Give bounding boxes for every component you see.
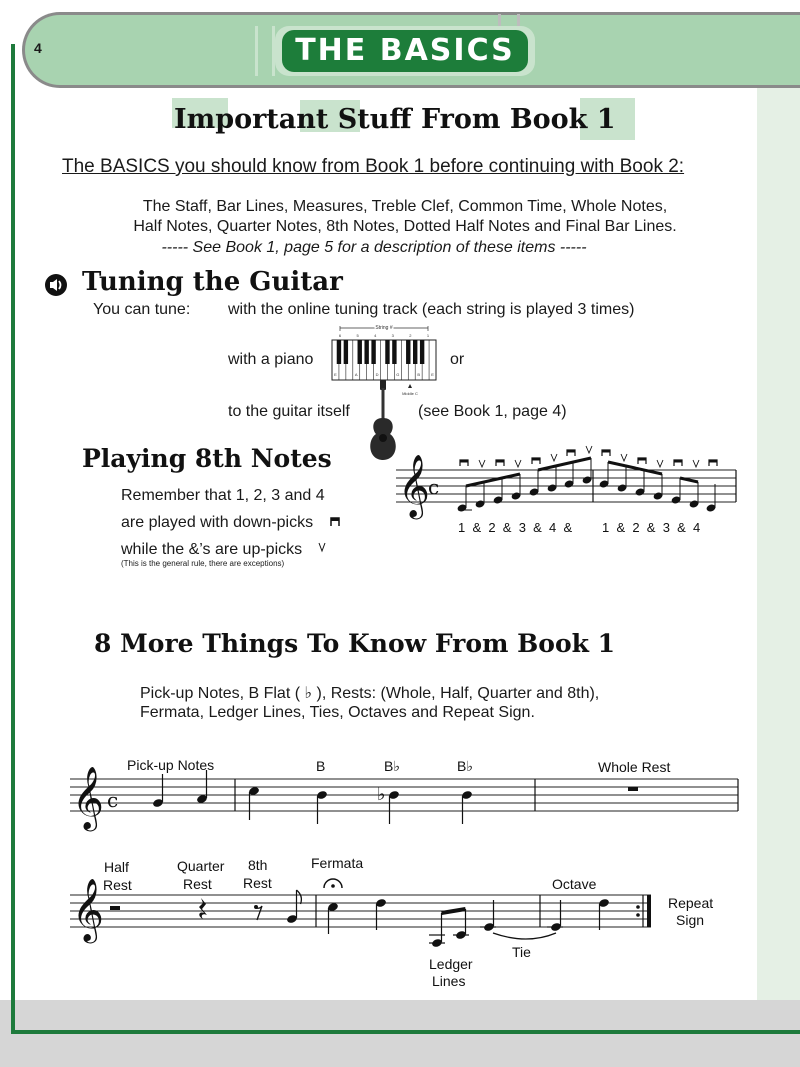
piano-string-label: String #	[375, 325, 393, 331]
label-octave: Octave	[552, 876, 597, 892]
up-pick-icon	[586, 446, 592, 453]
label-ledger-1: Ledger	[429, 956, 473, 972]
down-pick-icon	[674, 460, 682, 463]
piano-black-key	[420, 340, 424, 364]
eighth-note-beam	[466, 474, 520, 486]
section-heading-important: Important Stuff From Book 1	[174, 104, 616, 135]
common-time-symbol: c	[107, 788, 119, 812]
down-pick-icon	[330, 517, 340, 527]
header-decoration-top	[498, 14, 520, 26]
piano-black-key	[406, 340, 410, 364]
label-pickup-notes: Pick-up Notes	[127, 757, 215, 773]
ledger-note-1	[429, 913, 445, 948]
example-staff-2	[70, 850, 760, 990]
tuning-or: or	[450, 351, 465, 368]
more-things-line1: Pick-up Notes, B Flat ( ♭ ), Rests: (Whole, Half, Quarter and 8th),	[140, 685, 600, 702]
piano-string-number: 5	[356, 333, 359, 338]
audio-speaker-icon[interactable]	[44, 273, 68, 297]
8th-notes-line2: are played with down-picks	[121, 514, 314, 531]
piano-string-number: 3	[391, 333, 394, 338]
treble-clef-icon: 𝄞	[398, 454, 430, 517]
tuning-option-online: with the online tuning track (each string is played 3 times)	[228, 301, 635, 318]
piano-black-key	[364, 340, 368, 364]
label-8th-rest-2: Rest	[243, 875, 272, 891]
label-b: B	[316, 758, 326, 774]
up-pick-icon	[515, 460, 521, 467]
piano-black-key	[371, 340, 375, 364]
piano-black-key	[385, 340, 389, 364]
down-pick-icon	[460, 460, 468, 463]
label-repeat-2: Sign	[676, 912, 705, 928]
piano-note-letter: D	[375, 372, 379, 377]
8th-notes-line3: while the &’s are up-picks	[121, 541, 303, 558]
eighth-note-beam	[538, 458, 591, 470]
up-pick-icon	[621, 454, 627, 461]
page-title: THE BASICS	[282, 30, 528, 72]
page-border-left	[11, 44, 15, 1034]
piano-note-letter: B	[417, 372, 421, 377]
label-quarter-rest-2: Rest	[183, 876, 212, 892]
section-heading-tuning: Tuning the Guitar	[82, 267, 343, 297]
piano-black-key	[413, 340, 417, 364]
label-half-rest-1: Half	[104, 859, 129, 875]
fermata-icon	[324, 879, 342, 888]
example-staff-1	[70, 752, 750, 832]
label-ledger-2: Lines	[432, 973, 466, 989]
piano-note-letter: A	[354, 372, 358, 377]
piano-string-number: 1	[426, 333, 430, 338]
piano-black-key	[337, 340, 341, 364]
tuning-intro: You can tune:	[93, 301, 191, 318]
piano-black-key	[392, 340, 396, 364]
note-c-tied	[547, 900, 563, 932]
piano-string-number: 6	[338, 333, 342, 338]
down-pick-icon	[638, 458, 646, 461]
piano-note-letter: E	[431, 372, 434, 377]
note-e	[375, 898, 387, 930]
label-repeat-1: Repeat	[668, 895, 714, 911]
note-fermata	[327, 902, 339, 934]
8th-notes-line1: Remember that 1, 2, 3 and 4	[121, 487, 325, 504]
label-b-flat-2: B♭	[457, 758, 473, 774]
down-pick-icon	[602, 450, 610, 453]
tie-icon	[493, 933, 556, 939]
up-pick-icon	[693, 460, 699, 467]
count-measure-2: 1 & 2 & 3 & 4	[602, 520, 701, 535]
eighth-note-beam	[680, 478, 698, 482]
half-rest	[110, 906, 120, 910]
treble-clef-icon: 𝄞	[72, 878, 104, 941]
tuning-guitar-reference: (see Book 1, page 4)	[418, 403, 567, 420]
note-c-octave	[598, 898, 610, 930]
label-fermata: Fermata	[311, 855, 364, 871]
basics-reference: ----- See Book 1, page 5 for a description of these items -----	[161, 239, 587, 256]
piano-note-letter: E	[334, 372, 337, 377]
section-subtitle: The BASICS you should know from Book 1 before continuing with Book 2:	[62, 156, 685, 177]
eighth-note-beam	[608, 462, 662, 474]
label-tie: Tie	[512, 944, 531, 960]
piano-black-key	[358, 340, 362, 364]
basics-list-line1: The Staff, Bar Lines, Measures, Treble Clef, Common Time, Whole Notes,	[142, 198, 668, 215]
down-pick-icon	[567, 450, 575, 453]
section-heading-8th-notes: Playing 8th Notes	[82, 444, 332, 473]
svg-text:♭: ♭	[377, 784, 386, 805]
page-number: 4	[34, 40, 42, 56]
up-pick-icon	[551, 454, 557, 461]
down-pick-icon	[496, 460, 504, 463]
tuning-option-piano: with a piano	[228, 351, 314, 368]
label-quarter-rest-1: Quarter	[177, 858, 225, 874]
8th-notes-staff	[396, 438, 742, 538]
label-whole-rest: Whole Rest	[598, 759, 671, 775]
basics-list-line2: Half Notes, Quarter Notes, 8th Notes, Dotted Half Notes and Final Bar Lines.	[133, 218, 677, 235]
count-measure-1: 1 & 2 & 3 & 4 &	[458, 520, 573, 535]
8th-notes-exceptions-note: (This is the general rule, there are exceptions)	[121, 559, 285, 568]
section-heading-8-more-things: 8 More Things To Know From Book 1	[94, 629, 616, 658]
piano-string-number: 2	[409, 333, 412, 338]
piano-note-letter: G	[396, 372, 400, 377]
piano-black-key	[344, 340, 348, 364]
up-pick-icon	[479, 460, 485, 467]
piano-string-number: 4	[374, 333, 377, 338]
middle-c-label: Middle C	[402, 391, 418, 396]
common-time-symbol: c	[428, 475, 440, 499]
tuning-option-guitar: to the guitar itself	[228, 403, 350, 420]
label-half-rest-2: Rest	[103, 877, 132, 893]
note-b-flat-2	[461, 790, 473, 824]
down-pick-icon	[709, 460, 717, 463]
up-pick-icon	[318, 542, 326, 552]
ledger-note-2	[442, 909, 470, 940]
label-b-flat-1: B♭	[384, 758, 400, 774]
note-b	[316, 790, 328, 824]
treble-clef-icon: 𝄞	[72, 766, 104, 829]
whole-rest	[628, 787, 638, 791]
note-b-flat-1	[377, 784, 400, 824]
more-things-line2: Fermata, Ledger Lines, Ties, Octaves and Repeat Sign.	[140, 704, 535, 721]
8th-rest	[254, 905, 262, 920]
quarter-rest	[199, 898, 207, 919]
label-8th-rest-1: 8th	[248, 857, 268, 873]
page-border-bottom	[11, 1030, 800, 1034]
note-c-low	[480, 900, 496, 932]
down-pick-icon	[532, 458, 540, 461]
up-pick-icon	[657, 460, 663, 467]
header-decoration	[255, 26, 275, 76]
